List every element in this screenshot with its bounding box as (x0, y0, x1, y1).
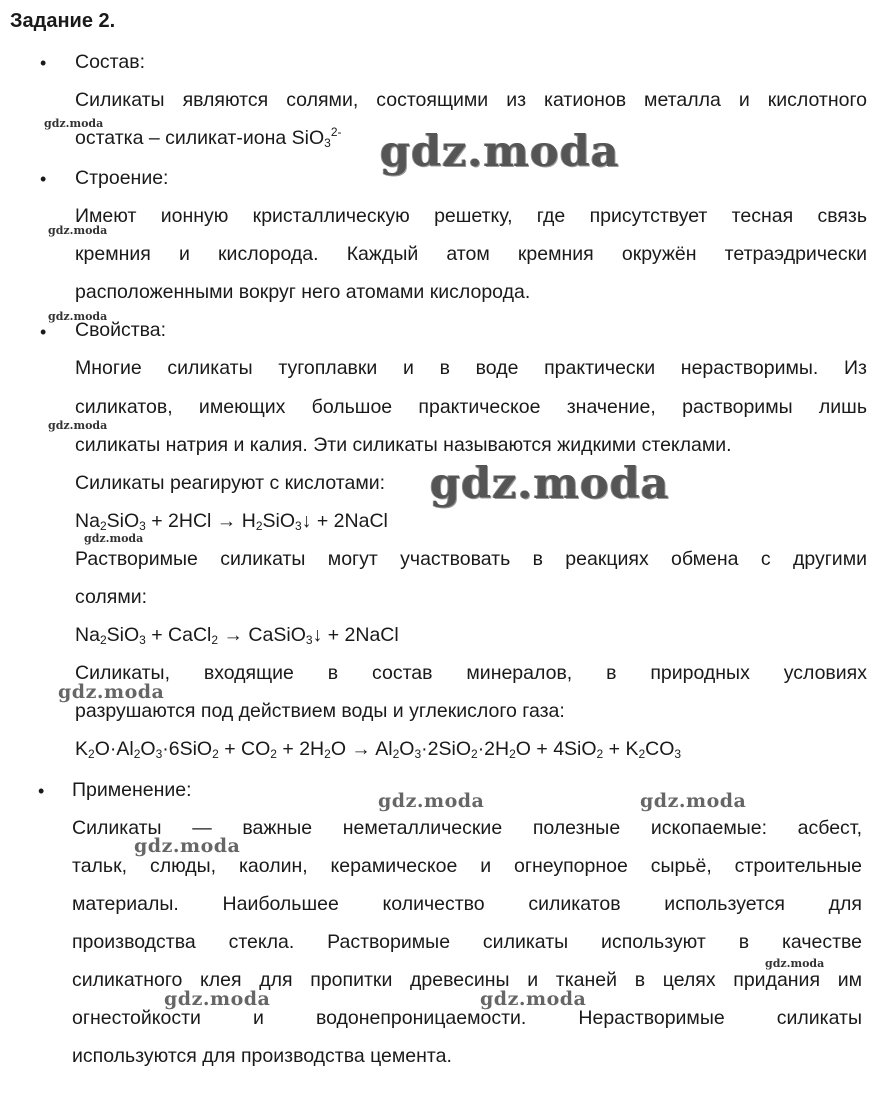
properties-line-6: солями: (75, 586, 148, 608)
properties-line-1: Многие силикаты тугоплавки и в воде практически нерастворимы. Из (75, 357, 867, 379)
application-line-3: материалы. Наибольшее количество силикатов используется для (72, 893, 862, 915)
properties-line-4: Силикаты реагируют с кислотами: (75, 472, 386, 494)
bullet-icon: • (38, 781, 45, 801)
bullet-icon: • (40, 322, 47, 342)
structure-heading: Строение: (75, 167, 169, 189)
watermark: gdz.moda (58, 681, 165, 703)
application-line-2: тальк, слюды, каолин, керамическое и огнеупорное сырьё, строительные (72, 855, 862, 877)
watermark: gdz.moda (134, 835, 241, 857)
equation-2: $Na_2SiO_3$ + CaCl$_2$ → CaSiO$_3$↓ + 2NaCl (75, 624, 399, 647)
watermark: gdz.moda (84, 532, 144, 545)
watermark: gdz.moda (430, 459, 670, 509)
composition-heading: Состав: (75, 51, 146, 73)
composition-line-1: Силикаты являются солями, состоящими из катионов металла и кислотного (75, 89, 867, 111)
properties-line-7: Силикаты, входящие в состав минералов, в природных условиях (75, 662, 867, 684)
watermark: gdz.moda (44, 117, 104, 130)
watermark: gdz.moda (640, 790, 747, 812)
application-line-6: огнестойкости и водонепроницаемости. Нерастворимые силикаты (72, 1007, 862, 1029)
structure-line-1: Имеют ионную кристаллическую решетку, где присутствует тесная связь (75, 205, 867, 227)
watermark: gdz.moda (48, 224, 108, 237)
watermark: gdz.moda (480, 988, 587, 1010)
application-heading: Применение: (72, 779, 192, 801)
properties-line-8: разрушаются под действием воды и углекислого газа: (75, 700, 565, 722)
structure-line-3: расположенными вокруг него атомами кислорода. (75, 281, 531, 303)
application-line-4: производства стекла. Растворимые силикаты используют в качестве (72, 931, 862, 953)
watermark: gdz.moda (765, 957, 825, 970)
watermark: gdz.moda (380, 127, 620, 177)
watermark: gdz.moda (48, 310, 108, 323)
properties-line-5: Растворимые силикаты могут участвовать в реакциях обмена с другими (75, 548, 867, 570)
equation-1: $Na_2SiO_3 + 2HCl$ → $H_2SiO_3↓$ + 2NaCl (75, 510, 388, 533)
bullet-icon: • (40, 169, 47, 189)
composition-line-2: остатка – силикат-иона SiO$_3^{2-}$ (75, 125, 342, 150)
watermark: gdz.moda (164, 988, 271, 1010)
bullet-icon: • (40, 53, 47, 73)
properties-line-3: силикаты натрия и калия. Эти силикаты называются жидкими стеклами. (75, 434, 732, 456)
application-line-7: используются для производства цемента. (72, 1045, 452, 1067)
structure-line-2: кремния и кислорода. Каждый атом кремния окружён тетраэдрически (75, 243, 867, 265)
page-title: Задание 2. (10, 10, 116, 32)
watermark: gdz.moda (378, 790, 485, 812)
application-line-5: силикатного клея для пропитки древесины и тканей в целях придания им (72, 969, 862, 991)
application-line-1: Силикаты — важные неметаллические полезные ископаемые: асбест, (72, 817, 862, 839)
watermark: gdz.moda (48, 419, 108, 432)
equation-3: $K_2O\cdot Al_2O_3\cdot 6SiO_2 + CO_2 + 2H_2O \to Al_2O_3\cdot 2SiO_2\cdot 2H_2O + 4SiO_2 + K_2CO_3$ (75, 738, 682, 761)
properties-heading: Свойства: (75, 319, 167, 341)
properties-line-2: силикатов, имеющих большое практическое значение, растворимы лишь (75, 396, 867, 418)
